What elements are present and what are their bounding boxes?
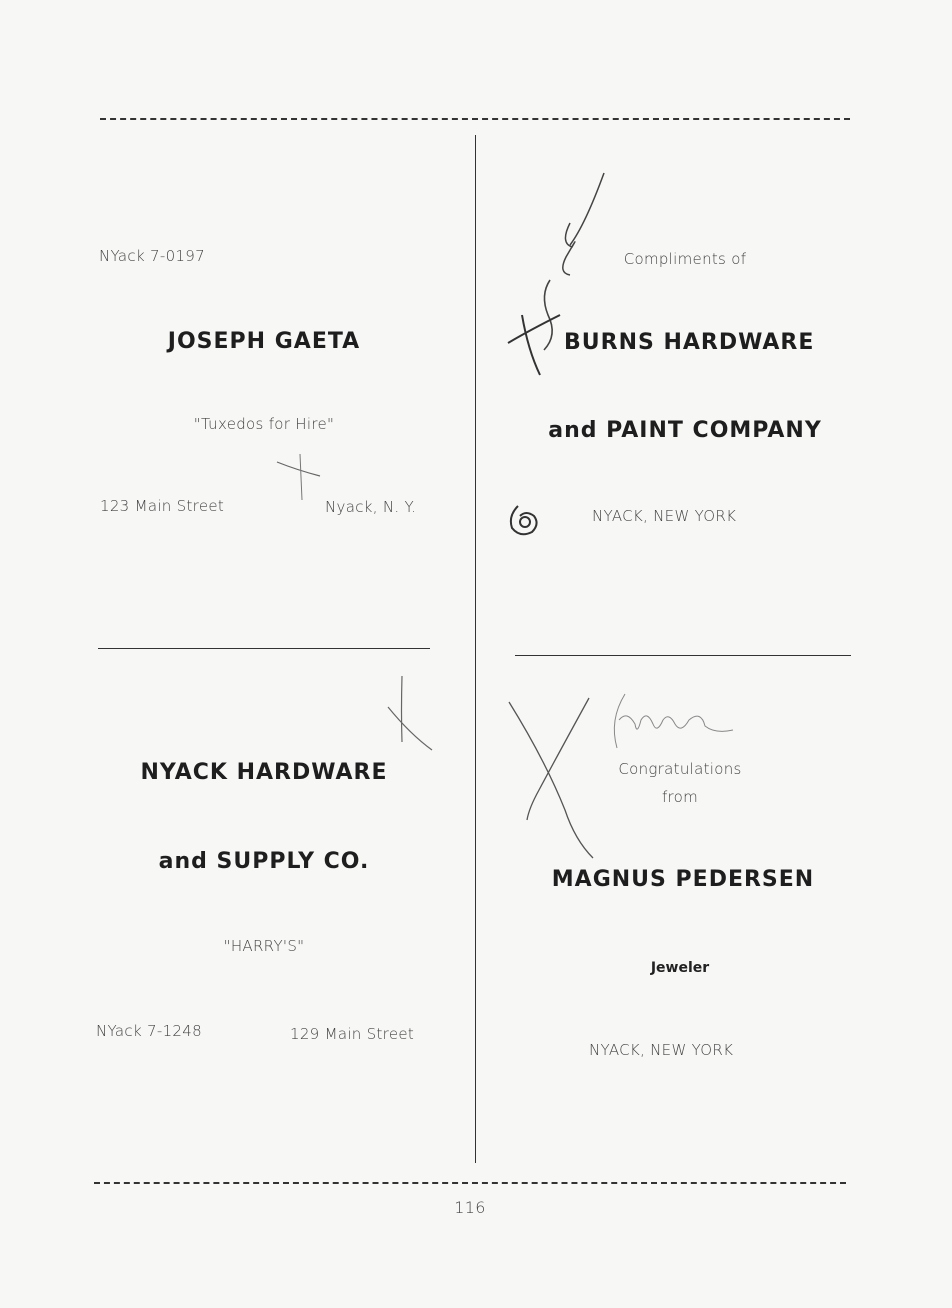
pedersen-intro-line1: Congratulations <box>618 760 742 778</box>
gaeta-phone: NYack 7-0197 <box>99 247 205 265</box>
nyack-hardware-nickname: "HARRY'S" <box>223 937 305 955</box>
burns-city: NYACK, NEW YORK <box>592 507 737 525</box>
top-dashed-border <box>100 118 850 120</box>
pedersen-name: MAGNUS PEDERSEN <box>551 867 815 892</box>
pencil-mark-gaeta <box>272 450 332 510</box>
nyack-hardware-name-line2: and SUPPLY CO. <box>158 849 370 874</box>
gaeta-address: 123 Main Street <box>100 497 225 515</box>
handwritten-note-burns <box>500 165 620 395</box>
nyack-hardware-name-line1: NYACK HARDWARE <box>140 760 388 785</box>
nyack-hardware-address: 129 Main Street <box>290 1025 415 1043</box>
burns-name-line1: BURNS HARDWARE <box>564 330 815 355</box>
pedersen-intro-line2: from <box>661 788 699 806</box>
left-horizontal-divider <box>98 648 430 649</box>
burns-name-line2: and PAINT COMPANY <box>548 418 822 443</box>
pedersen-city: NYACK, NEW YORK <box>589 1041 734 1059</box>
handwritten-note-pedersen <box>505 690 765 860</box>
center-divider <box>475 135 476 1163</box>
gaeta-name: JOSEPH GAETA <box>167 329 361 354</box>
page-number: 116 <box>454 1198 486 1217</box>
gaeta-tagline: "Tuxedos for Hire" <box>193 415 335 433</box>
pencil-mark-nyack-hardware <box>380 672 440 762</box>
nyack-hardware-phone: NYack 7-1248 <box>96 1022 202 1040</box>
bottom-dashed-border <box>94 1182 846 1184</box>
burns-intro: Compliments of <box>623 250 747 268</box>
circled-g-mark <box>506 502 546 542</box>
pedersen-trade: Jeweler <box>650 960 710 976</box>
gaeta-city: Nyack, N. Y. <box>325 498 417 516</box>
right-horizontal-divider <box>515 655 851 656</box>
